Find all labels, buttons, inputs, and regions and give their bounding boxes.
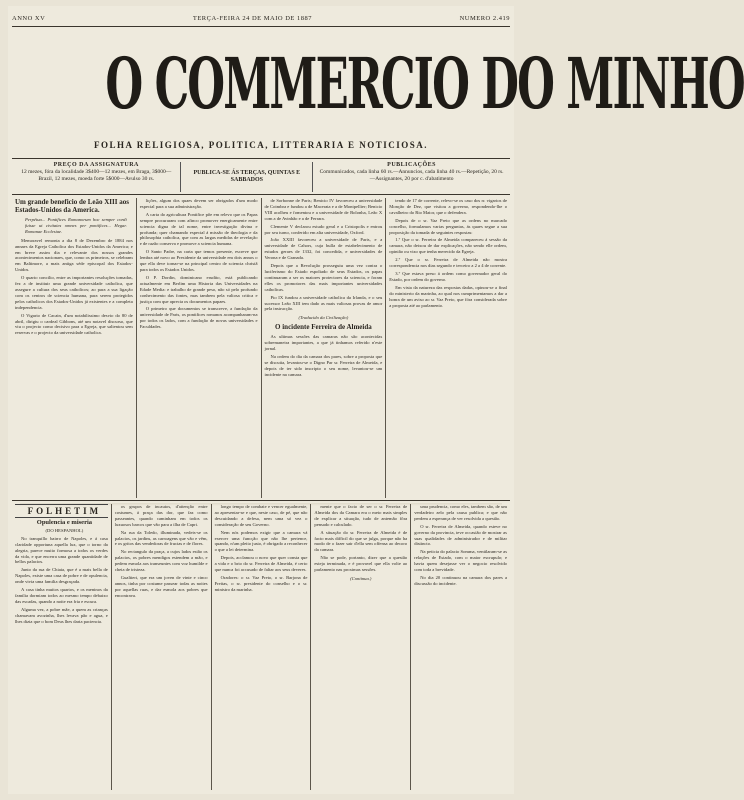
folhetim-paragraph: A casa tinha muitos quartos, e os meninos da familia dormiam todos ao mesmo tempo debaixo das escadas, quando a noite era fria e escura. [15, 587, 108, 604]
article-paragraph: Em vista da natureza das respostas dadas, opinou-se a final do ministerio da marinha, ao qual nos cumprimentamos a dar a honra de um aviso ao sr. Vaz Preto, que fóra considerada sobre a proposta até ao parlamento. [389, 284, 507, 308]
column-lower-3 [212, 504, 312, 790]
upper-columns [12, 198, 510, 498]
lower-columns [12, 504, 510, 790]
folhetim-subtitle: (DO HESPANHOL) [45, 527, 84, 533]
article-paragraph: 3.º Que estava preso á ordem como governador geral do Estado, por ordem do governo. [389, 270, 507, 282]
price-box [12, 162, 181, 192]
column-folhetim [12, 504, 112, 790]
masthead-title: O COMMERCIO DO MINHO [105, 42, 744, 125]
article-paragraph: O Vigario de Cacain, d'um notabilissimo desvio do 80 de abril, dirigiu o cardeal Gibbons, até um notavel discurso, que viu o projecto como decisivo para a Egreja, que salientou sem reservas e o projecto da universidade catholica. [15, 312, 133, 336]
article-paragraph: Pio IX fundou a universidade catholica da Irlanda, e o seu sucessor Leão XIII tem dado as mais valiosas provas de amor pela instrucção. [264, 294, 383, 312]
publications-heading: PUBLICAÇÕES [387, 162, 437, 168]
column-3 [262, 198, 387, 498]
article-paragraph: mente que o facto de ser o sr. Ferreira de Almeida dos da Camara era o meio mais simples de explicar a situação, tudo de antemão fôra pensado e calculado. [314, 504, 408, 527]
article-paragraph: 2.º Que o sr. Ferreira de Almeida não mostra correspondencia nos dias segundo e terceiro a 2 a 4 de corrente. [389, 257, 507, 269]
column-folhetim-2 [112, 504, 212, 790]
article-paragraph: Memoravel remonta a dia 8 de Dezembro de 1884 nos annaes da Egreja Catholica dos Estados-Unidos da America; e em breve assim dia e relevante dos nossos grandes acontecimentos nacionaes, que, como os primeiros, se celebram em Baltimore, a mais antiga séde episcopal dos Estados-Unidos. [15, 237, 133, 273]
folhetim-paragraph: os grupos de incautos, d'attenção entre costumes, á praça das dor, que faz como passeantes, quando caminham em todos os luxuosos barcos que vão para a ilha de Capri. [114, 504, 208, 527]
publications-text: Communicados, cada linha 60 rs.—Annuncios, cada linha 40 rs.—Repetição, 20 rs.—Assignantes, 20 por c. d'abatimento [319, 169, 504, 182]
article-paragraph: As ultimas sessões das camaras não são acontecidas sobremaneira importantes, a que já tinhamos referido n'este jornal. [264, 334, 383, 351]
info-rule-top [12, 158, 510, 159]
folhetim-paragraph: Gualtieri, que era um joven de vinte e cinco annos, tinha por costume passear todas as noites por aquellas ruas, e dar esmola aos pobres que encontrava. [114, 574, 208, 598]
folhetim-paragraph: Alguma vez, a pobre mãe, a quem as crianças chamavam avozinha, lhes levava pão e agua, e lhes dizia que o bom Deus lhes daria paciencia. [15, 606, 108, 624]
folhetim-paragraph: Junto da rua de Chiaia, que é a mais bella de Napoles, existe uma casa de pobre e de opulencia, onde vivia uma familia desgraçada. [15, 567, 108, 585]
info-bar [12, 162, 510, 192]
column-4 [386, 198, 510, 498]
article-paragraph: O P. Dordin, dominicano erudito, está publicando actualmente em Berlim uma Historia das Universidades na Edade Media: e trabalho de grande peso, não só pelo profundo conhecimento das fontes, mas tambem pela valiosa critica e justiça com que aprecia os documentos papaes. [139, 274, 258, 304]
article-paragraph: Clemente V declarou estudo geral e a Cristopolis e entrou por seu turno, conferido em alta universidade, Oxford. [264, 223, 383, 235]
article-paragraph: A carta do agricultura Pontifice põe em relevo que os Papas sempre procuraram com afinco promover energicamente entre sciencia digna de tal nome, entre investigação divina e profunda; quer chamando especial á missão de theologia e da philosophia catholica, que com as largas medidas de revelação e de razão conserva e promove a sciencia humana. [139, 211, 258, 247]
newspaper-page [8, 6, 744, 794]
article-paragraph: Depois que a Revolução prosseguiu uma vez contra o luciferismo do Estado espoliado de seus Estados, os papas continuaram a ser os maiores protectores da sciencia, e foram elles os promotores das mais importantes universidades catholicas. [264, 263, 383, 292]
folhetim-paragraph: No tranquillo bairro de Napoles, e á casa claridade opportuna aquella luz, que o torno da alegria, parece muito formosa a todos os verdes da vida, e que encerra uma grande quantidade de bellos palacios. [15, 535, 108, 565]
folhetim-paragraph: No rectangulo da praça, a cujos lados estão os palacios, os pobres mendigos estendem a mão, e pedem esmola aos transeuntes com voz humilde e cheia de tristeza. [114, 549, 208, 573]
article-paragraph: tendo de 17 de corrente, relevo-se os caso dos rr. vigarios de Monção de Dez, que visitou a governo, respondendo-lhe o cavalheiro do Rio Maior, que o defendera. [389, 198, 507, 215]
article-paragraph: A situação do sr. Ferreira de Almeida é de facto mais difficil do que se julga, porque não ha modo de o fazer sair d'ella sem offensa ao decoro da camara. [314, 529, 408, 553]
masthead-subtitle: FOLHA RELIGIOSA, POLITICA, LITTERARIA E NOTICIOSA. [93, 140, 429, 150]
incidente-heading: O incidente Ferreira de Almeida [275, 323, 372, 332]
issue-date: TERÇA-FEIRA 24 DE MAIO DE 1887 [192, 14, 313, 22]
price-heading: PREÇO DA ASSIGNATURA [53, 162, 139, 168]
article-paragraph: João XXIII favoreceu a universidade de Paris, e a universidade de Cahors, cuja bulla de estabelecimento de estudos geraes de 1332, foi concedida, e universidades de Verona e de Granada. [264, 237, 383, 261]
article-paragraph: O Santo Padre, na carta que temos presente, escreve que lembra até novo ao Presidente da universidade em dois annos o que ella deve tornar-se na principal centro de sciencia christã para todos os Estados Unidos. [139, 249, 258, 272]
info-rule-bottom [12, 194, 510, 195]
publications-box [313, 162, 510, 192]
article-paragraph: uma prudencia, como eles, tambem são, de um verdadeiro zelo pela causa publica; e que não perdem a esperança de ver resolvida a questão. [414, 504, 507, 521]
top-rule [12, 26, 510, 27]
article-paragraph: lições, algum dos quaes devem ser obrigados d'um modo especial para a sua administração. [139, 198, 258, 209]
article-paragraph: Na peticia do palacio Somma, ventilaram-se as relações de Estado, com o maior escrupulo; e havia quem desejasse ver o negocio resolvido com toda a brevidade. [414, 549, 507, 573]
article-paragraph: Na ordem do dia da camara dos pares, sobre a proposta que se discutia, levantou-se o Digno Par sr. Ferreira de Almeida, e depois de ter sido inscripto o seu nome, levantou-se um incidente na camara. [264, 353, 383, 377]
issue-number: NUMERO 2.419 [459, 14, 510, 22]
schedule-text: PUBLICA-SE ÁS TERÇAS, QUINTAS E SABBADOS [193, 170, 301, 183]
article-paragraph: longo tempo de combate e vencer egualmente, ao apresentar-se e que, neste caso, de pé, que não descuidando a defesa, nem uma só vez o consideração de seu Governo. [214, 504, 308, 527]
issue-line [12, 12, 510, 24]
folhetim-paragraph: Na rua da Toledo, illuminada, vedeis-se os palacios, os jardins, as carroagens que vão e vêm, e os gritos das vendedoras de fructas e de flores. [114, 529, 208, 547]
article-heading: Um grande beneficio de Leão XIII aos Estados-Unidos da America. [15, 198, 129, 214]
article-paragraph: Depois de o sr. Vaz Preto que as ordens no marcado concelho, formulamos varias perguntas, ás quaes segue a sua proposição da tomada de seguintes respostas: [389, 217, 507, 235]
article-paragraph: O quarto concilio, entre as importantes resoluções tomadas, fez a de instituir uma grande universidade catholica, que assegure a cultura dos seus catholicos; ao para a sua ligação com os centros de sciencia humana, para serem protegidos pelos catholicos dos Estados-Unidos já existentes e a completa independencia. [15, 275, 133, 310]
article-epigraph: Perpétua... Pontifices Romanorum hoc semper cordi fuisse ut civitates omnes per pontifices... Hegar. Romanae Ecclesiae. [25, 217, 127, 234]
article-paragraph: 1.º Que o sr. Ferreira de Almeida compareceu á sessão da camara, não deixou de dar explicações, não sendo elle ordem, opinião ou vizo que tenha merecido da Egreja. [389, 237, 507, 255]
price-text: 12 mezes, fóra da localidade 3$400—12 mezes, em Braga, 3$000—Brazil, 12 mezes, moeda forte 5$000—Avulso 30 rs. [21, 169, 172, 182]
column-2 [137, 198, 262, 498]
folhetim-label: FOLHETIM [15, 504, 108, 518]
article-source: (Traducido da Civilização) [298, 315, 349, 321]
column-lower-4 [311, 504, 411, 790]
article-paragraph: O primeiro que documentos se transcreve, a fundação da universidade de Paris, os pontifices romanos acompanharam-na por todos os lados, com a fundação de novas universidades e Faculdades. [139, 306, 258, 330]
continua-note: (Continua.) [350, 575, 372, 581]
column-lower-5 [411, 504, 510, 790]
article-paragraph: O sr. Ferreira de Almeida, quando esteve no governo da provincia, teve occasião de mostrar as suas qualidades de administrador e de militar distincto. [414, 523, 507, 547]
article-paragraph: de Sorbonne de Paris; Benicio IV favoreceu a universidade de Coimbra e fundou a de Macerata e a de Montpellier; Benicio VIII acolheu e fomentou e a universidade de Bolonha, Leão X com a de Avinhão e a de Ferrara. [264, 198, 383, 221]
article-paragraph: Não se pode, portanto, dizer que a questão esteja terminada, e é provavel que ella volte ao parlamento nas proximas sessões. [314, 555, 408, 573]
article-paragraph: Nem nós podemos exigir que a camara vá exercer uma funcção que não lhe pertence, quando, n'um pleito justo, é obrigado a reconhecer o que a lei determina. [214, 529, 308, 553]
article-paragraph: Depois, acclamou o novo que quer consta que a vida e o brio do sr. Ferreira de Almeida, é certo que nunca foi accusado de faltar aos seus deveres. [214, 555, 308, 573]
article-paragraph: Oradores: o sr. Vaz Preto, o sr. Barjona de Freitas, o sr. presidente do conselho e o sr. ministro da marinha. [214, 574, 308, 592]
issue-volume: ANNO XV [12, 14, 46, 22]
article-paragraph: No dia 20 continuou na camara dos pares a discussão do incidente. [414, 574, 507, 586]
column-1 [12, 198, 137, 498]
folhetim-title: Opulencia e miseria [36, 519, 93, 526]
schedule-box [181, 162, 313, 192]
folhetim-rule [12, 500, 510, 501]
